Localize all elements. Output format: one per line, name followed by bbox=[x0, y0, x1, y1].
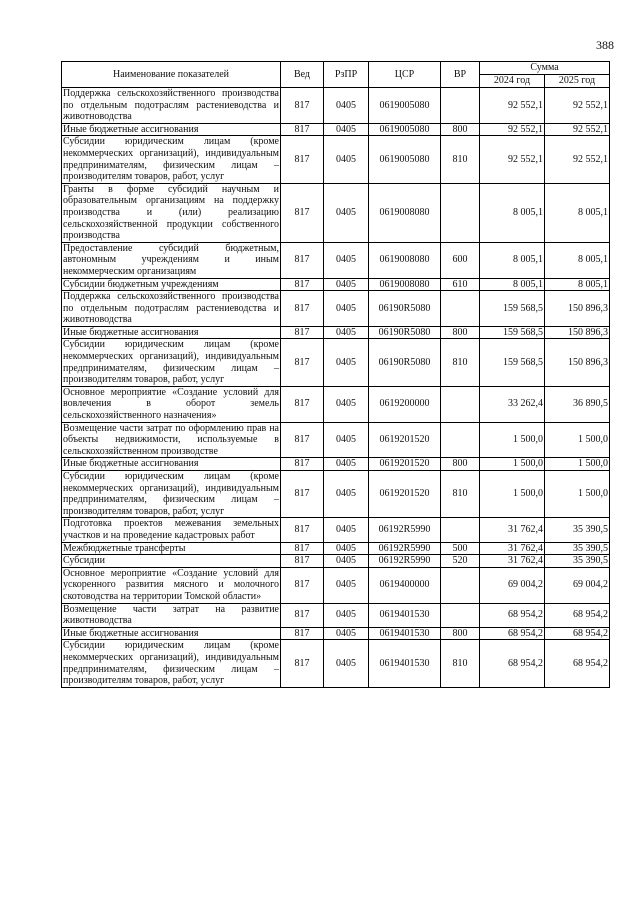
cell-sum-2024: 31 762,4 bbox=[480, 542, 545, 555]
cell-ved: 817 bbox=[281, 278, 324, 291]
cell-csr: 06192R5990 bbox=[369, 555, 441, 568]
table-header bbox=[62, 62, 610, 88]
cell-ved: 817 bbox=[281, 567, 324, 603]
cell-csr: 06192R5990 bbox=[369, 542, 441, 555]
cell-ved: 817 bbox=[281, 183, 324, 242]
cell-vr bbox=[441, 422, 480, 458]
cell-sum-2024: 159 568,5 bbox=[480, 291, 545, 327]
page-number: 388 bbox=[596, 38, 614, 52]
cell-sum-2024: 33 262,4 bbox=[480, 386, 545, 422]
cell-rzpr: 0405 bbox=[324, 422, 369, 458]
cell-csr: 0619008080 bbox=[369, 183, 441, 242]
cell-vr: 600 bbox=[441, 242, 480, 278]
cell-rzpr: 0405 bbox=[324, 339, 369, 386]
cell-sum-2024: 68 954,2 bbox=[480, 603, 545, 627]
cell-csr: 0619401530 bbox=[369, 627, 441, 640]
cell-ved: 817 bbox=[281, 458, 324, 471]
cell-vr bbox=[441, 603, 480, 627]
cell-sum-2025: 92 552,1 bbox=[545, 136, 610, 183]
cell-vr: 810 bbox=[441, 471, 480, 518]
table-row bbox=[62, 422, 610, 458]
cell-sum-2025: 8 005,1 bbox=[545, 278, 610, 291]
cell-sum-2024: 159 568,5 bbox=[480, 326, 545, 339]
table-row bbox=[62, 123, 610, 136]
header-sum: Сумма bbox=[480, 62, 610, 75]
table-row bbox=[62, 136, 610, 183]
table-row bbox=[62, 88, 610, 124]
cell-name: Поддержка сельскохозяйственного производства по отдельным подотраслям растениеводства и животноводства bbox=[63, 88, 279, 123]
cell-vr: 800 bbox=[441, 458, 480, 471]
cell-rzpr: 0405 bbox=[324, 640, 369, 687]
cell-sum-2024: 1 500,0 bbox=[480, 422, 545, 458]
cell-name: Подготовка проектов межевания земельных участков и на проведение кадастровых работ bbox=[63, 518, 279, 541]
cell-csr: 06190R5080 bbox=[369, 339, 441, 386]
cell-csr: 0619201520 bbox=[369, 458, 441, 471]
cell-name: Предоставление субсидий бюджетным, автономным учреждениям и иным некоммерческим организациям bbox=[63, 242, 279, 277]
cell-rzpr: 0405 bbox=[324, 555, 369, 568]
cell-rzpr: 0405 bbox=[324, 518, 369, 542]
cell-vr: 800 bbox=[441, 627, 480, 640]
cell-ved: 817 bbox=[281, 422, 324, 458]
cell-name: Субсидии юридическим лицам (кроме некоммерческих организаций), индивидуальным предпринимателям, физическим лицам – производителям товаров, работ, услуг bbox=[63, 339, 279, 386]
table-row bbox=[62, 567, 610, 603]
cell-sum-2025: 8 005,1 bbox=[545, 242, 610, 278]
cell-rzpr: 0405 bbox=[324, 291, 369, 327]
cell-sum-2024: 92 552,1 bbox=[480, 136, 545, 183]
cell-csr: 06190R5080 bbox=[369, 291, 441, 327]
cell-sum-2025: 150 896,3 bbox=[545, 326, 610, 339]
cell-csr: 0619200000 bbox=[369, 386, 441, 422]
cell-csr: 0619005080 bbox=[369, 136, 441, 183]
cell-name: Поддержка сельскохозяйственного производства по отдельным подотраслям растениеводства и животноводства bbox=[63, 291, 279, 326]
cell-vr: 800 bbox=[441, 123, 480, 136]
cell-name: Гранты в форме субсидий научным и образовательным организациям на поддержку производства и (или) реализацию сельскохозяйственной продукции собственного производства bbox=[63, 183, 279, 242]
cell-sum-2025: 35 390,5 bbox=[545, 542, 610, 555]
cell-sum-2025: 69 004,2 bbox=[545, 567, 610, 603]
cell-vr bbox=[441, 183, 480, 242]
cell-csr: 0619201520 bbox=[369, 422, 441, 458]
table-row bbox=[62, 326, 610, 339]
table-row bbox=[62, 518, 610, 542]
cell-sum-2024: 8 005,1 bbox=[480, 183, 545, 242]
cell-csr: 0619008080 bbox=[369, 278, 441, 291]
cell-name: Основное мероприятие «Создание условий для ускоренного развития мясного и молочного скотоводства на территории Томской области» bbox=[63, 567, 279, 602]
table-row bbox=[62, 386, 610, 422]
cell-sum-2024: 92 552,1 bbox=[480, 88, 545, 124]
header-year-2024: 2024 год bbox=[480, 75, 545, 88]
cell-sum-2025: 92 552,1 bbox=[545, 88, 610, 124]
cell-csr: 0619008080 bbox=[369, 242, 441, 278]
cell-sum-2024: 68 954,2 bbox=[480, 640, 545, 687]
cell-vr bbox=[441, 386, 480, 422]
header-year-2025: 2025 год bbox=[545, 75, 610, 88]
cell-name: Возмещение части затрат на развитие животноводства bbox=[63, 603, 279, 627]
cell-name: Иные бюджетные ассигнования bbox=[62, 627, 281, 640]
cell-ved: 817 bbox=[281, 518, 324, 542]
table-row bbox=[62, 627, 610, 640]
cell-sum-2024: 69 004,2 bbox=[480, 567, 545, 603]
cell-sum-2025: 35 390,5 bbox=[545, 518, 610, 542]
cell-rzpr: 0405 bbox=[324, 136, 369, 183]
cell-ved: 817 bbox=[281, 326, 324, 339]
cell-sum-2024: 31 762,4 bbox=[480, 518, 545, 542]
cell-rzpr: 0405 bbox=[324, 627, 369, 640]
cell-rzpr: 0405 bbox=[324, 567, 369, 603]
cell-sum-2024: 8 005,1 bbox=[480, 242, 545, 278]
cell-csr: 0619401530 bbox=[369, 603, 441, 627]
cell-sum-2024: 68 954,2 bbox=[480, 627, 545, 640]
cell-sum-2025: 68 954,2 bbox=[545, 603, 610, 627]
cell-name: Субсидии бюджетным учреждениям bbox=[62, 278, 281, 291]
cell-ved: 817 bbox=[281, 627, 324, 640]
cell-ved: 817 bbox=[281, 603, 324, 627]
cell-sum-2025: 150 896,3 bbox=[545, 339, 610, 386]
budget-table bbox=[61, 61, 610, 688]
table-row bbox=[62, 603, 610, 627]
cell-ved: 817 bbox=[281, 291, 324, 327]
table-row bbox=[62, 183, 610, 242]
header-name: Наименование показателей bbox=[62, 62, 281, 88]
cell-name: Иные бюджетные ассигнования bbox=[62, 458, 281, 471]
cell-rzpr: 0405 bbox=[324, 542, 369, 555]
cell-rzpr: 0405 bbox=[324, 603, 369, 627]
cell-vr bbox=[441, 88, 480, 124]
cell-ved: 817 bbox=[281, 640, 324, 687]
cell-name: Иные бюджетные ассигнования bbox=[62, 326, 281, 339]
cell-ved: 817 bbox=[281, 386, 324, 422]
cell-sum-2025: 1 500,0 bbox=[545, 471, 610, 518]
table-row bbox=[62, 291, 610, 327]
table-row bbox=[62, 458, 610, 471]
header-rzpr: РзПР bbox=[324, 62, 369, 88]
table-row bbox=[62, 278, 610, 291]
cell-sum-2025: 150 896,3 bbox=[545, 291, 610, 327]
cell-ved: 817 bbox=[281, 471, 324, 518]
cell-sum-2025: 68 954,2 bbox=[545, 640, 610, 687]
cell-rzpr: 0405 bbox=[324, 242, 369, 278]
cell-csr: 0619400000 bbox=[369, 567, 441, 603]
cell-rzpr: 0405 bbox=[324, 326, 369, 339]
cell-sum-2025: 1 500,0 bbox=[545, 458, 610, 471]
cell-name: Основное мероприятие «Создание условий для вовлечения в оборот земель сельскохозяйственного назначения» bbox=[63, 386, 279, 422]
cell-vr: 500 bbox=[441, 542, 480, 555]
cell-sum-2025: 92 552,1 bbox=[545, 123, 610, 136]
cell-csr: 0619201520 bbox=[369, 471, 441, 518]
cell-sum-2025: 8 005,1 bbox=[545, 183, 610, 242]
cell-rzpr: 0405 bbox=[324, 278, 369, 291]
cell-vr: 520 bbox=[441, 555, 480, 568]
cell-sum-2025: 36 890,5 bbox=[545, 386, 610, 422]
cell-sum-2024: 1 500,0 bbox=[480, 458, 545, 471]
cell-vr: 800 bbox=[441, 326, 480, 339]
header-ved: Вед bbox=[281, 62, 324, 88]
cell-ved: 817 bbox=[281, 136, 324, 183]
cell-csr: 0619005080 bbox=[369, 123, 441, 136]
cell-vr bbox=[441, 518, 480, 542]
cell-ved: 817 bbox=[281, 555, 324, 568]
cell-name: Субсидии юридическим лицам (кроме некоммерческих организаций), индивидуальным предпринимателям, физическим лицам – производителям товаров, работ, услуг bbox=[63, 136, 279, 183]
cell-vr bbox=[441, 291, 480, 327]
cell-csr: 0619005080 bbox=[369, 88, 441, 124]
cell-rzpr: 0405 bbox=[324, 458, 369, 471]
cell-vr: 810 bbox=[441, 640, 480, 687]
cell-ved: 817 bbox=[281, 242, 324, 278]
cell-sum-2024: 31 762,4 bbox=[480, 555, 545, 568]
cell-sum-2025: 35 390,5 bbox=[545, 555, 610, 568]
cell-vr: 810 bbox=[441, 339, 480, 386]
cell-sum-2025: 68 954,2 bbox=[545, 627, 610, 640]
cell-name: Субсидии bbox=[62, 555, 281, 568]
cell-sum-2024: 92 552,1 bbox=[480, 123, 545, 136]
table-row bbox=[62, 339, 610, 386]
cell-sum-2024: 1 500,0 bbox=[480, 471, 545, 518]
cell-csr: 06192R5990 bbox=[369, 518, 441, 542]
cell-vr: 610 bbox=[441, 278, 480, 291]
cell-ved: 817 bbox=[281, 542, 324, 555]
table-row bbox=[62, 471, 610, 518]
table-row bbox=[62, 555, 610, 568]
cell-name: Возмещение части затрат по оформлению прав на объекты недвижимости, используемые в сельскохозяйственном производстве bbox=[63, 422, 279, 457]
cell-rzpr: 0405 bbox=[324, 123, 369, 136]
table-row bbox=[62, 242, 610, 278]
cell-name: Межбюджетные трансферты bbox=[62, 542, 281, 555]
cell-ved: 817 bbox=[281, 123, 324, 136]
cell-ved: 817 bbox=[281, 339, 324, 386]
cell-rzpr: 0405 bbox=[324, 471, 369, 518]
cell-sum-2024: 8 005,1 bbox=[480, 278, 545, 291]
cell-rzpr: 0405 bbox=[324, 183, 369, 242]
cell-sum-2025: 1 500,0 bbox=[545, 422, 610, 458]
cell-vr bbox=[441, 567, 480, 603]
table-body bbox=[62, 88, 610, 688]
cell-name: Субсидии юридическим лицам (кроме некоммерческих организаций), индивидуальным предпринимателям, физическим лицам – производителям товаров, работ, услуг bbox=[63, 471, 279, 517]
cell-name: Иные бюджетные ассигнования bbox=[62, 123, 281, 136]
cell-csr: 06190R5080 bbox=[369, 326, 441, 339]
cell-sum-2024: 159 568,5 bbox=[480, 339, 545, 386]
cell-csr: 0619401530 bbox=[369, 640, 441, 687]
header-csr: ЦСР bbox=[369, 62, 441, 88]
table-row bbox=[62, 640, 610, 687]
cell-rzpr: 0405 bbox=[324, 88, 369, 124]
cell-vr: 810 bbox=[441, 136, 480, 183]
cell-ved: 817 bbox=[281, 88, 324, 124]
cell-rzpr: 0405 bbox=[324, 386, 369, 422]
cell-name: Субсидии юридическим лицам (кроме некоммерческих организаций), индивидуальным предпринимателям, физическим лицам – производителям товаров, работ, услуг bbox=[63, 640, 279, 687]
header-vr: ВР bbox=[441, 62, 480, 88]
table-row bbox=[62, 542, 610, 555]
